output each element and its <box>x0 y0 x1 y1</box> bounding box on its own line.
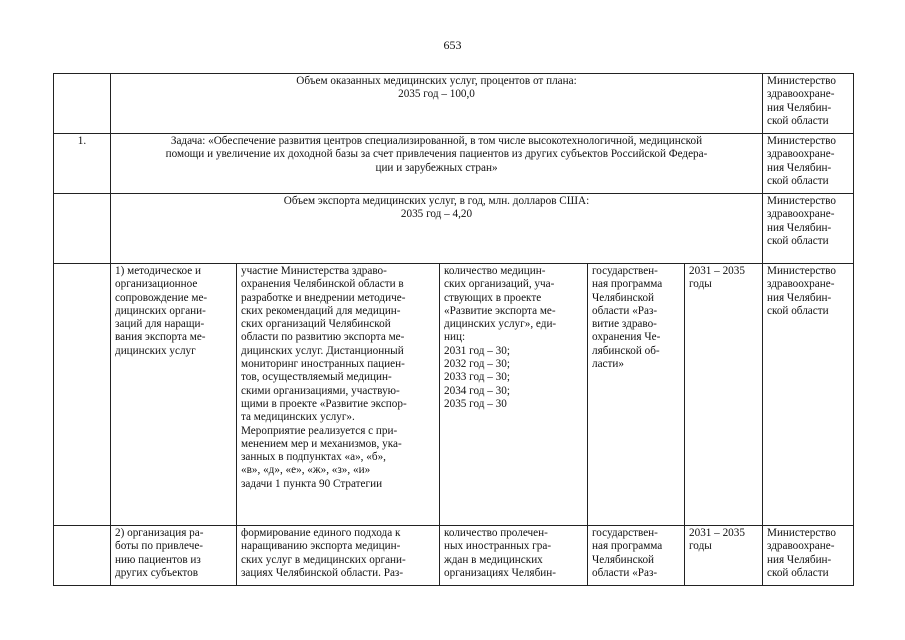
indicator-line: ниц: <box>444 331 466 344</box>
table-row-task-1 <box>54 134 854 194</box>
responsible-cell <box>763 264 854 526</box>
program-line: ная программа <box>592 278 663 291</box>
strategy-table <box>53 73 854 586</box>
program-line: области «Раз- <box>592 304 658 317</box>
responsible-line: Министерство <box>767 195 836 207</box>
description-line: щими в проекте «Развитие экспор- <box>241 397 407 410</box>
responsible-line: ской области <box>767 174 829 187</box>
program-cell <box>588 526 685 586</box>
description-line: ских услуг в медицинских органи- <box>241 553 406 566</box>
measure-line: организационное <box>115 278 198 291</box>
description-line: менением мер и механизмов, ука- <box>241 437 402 450</box>
measure-line: заций для наращи- <box>115 318 205 331</box>
table-row-measure-2 <box>54 526 854 586</box>
responsible-line: ской области <box>767 114 829 127</box>
responsible-cell <box>763 194 854 264</box>
description-line: скими организациями, участвую- <box>241 384 400 397</box>
measure-line: дицинских органи- <box>115 304 206 317</box>
indicator-line: 2031 год – 30; <box>444 344 510 357</box>
indicator-line: 2034 год – 30; <box>444 384 510 397</box>
program-line: государствен- <box>592 265 658 277</box>
responsible-cell <box>763 134 854 194</box>
program-line: ная программа <box>592 540 663 553</box>
measure-line: сопровождение ме- <box>115 291 208 304</box>
program-cell <box>588 264 685 526</box>
responsible-line: ния Челябин- <box>767 101 832 114</box>
responsible-line: Министерство <box>767 75 836 87</box>
task-line: ции и зарубежных стран» <box>375 161 498 174</box>
measure-line: 2) организация ра- <box>115 527 204 539</box>
outcome-indicator-cell <box>111 74 763 134</box>
indicator-line: организациях Челябин- <box>444 566 556 579</box>
indicator-line: количество пролечен- <box>444 527 548 539</box>
responsible-line: ской области <box>767 566 829 579</box>
description-line: та медицинских услуг». <box>241 411 355 424</box>
description-cell <box>237 526 440 586</box>
indicator-line: ждан в медицинских <box>444 553 543 566</box>
description-line: участие Министерства здраво- <box>241 265 387 277</box>
responsible-line: ния Челябин- <box>767 161 832 174</box>
program-line: Челябинской <box>592 291 655 304</box>
description-line: «в», «д», «е», «ж», «з», «и» <box>241 464 371 477</box>
task-line: Задача: «Обеспечение развития центров специализированной, в том числе высокотехнологичной, медицинской <box>170 135 703 147</box>
description-line: мониторинг иностранных пациен- <box>241 358 405 371</box>
description-line: формирование единого подхода к <box>241 527 401 539</box>
description-line: ских организаций Челябинской <box>241 318 391 331</box>
description-line: области по развитию экспорта ме- <box>241 331 405 344</box>
measure-line: 1) методическое и <box>115 265 202 277</box>
task-number-cell: 1. <box>54 134 111 194</box>
responsible-line: здравоохране- <box>767 540 835 553</box>
responsible-line: ния Челябин- <box>767 291 832 304</box>
outcome-line: 2035 год – 100,0 <box>398 88 475 101</box>
measure-line: дицинских услуг <box>115 344 196 357</box>
indicator-line: дицинских услуг», еди- <box>444 318 557 331</box>
task-cell <box>111 134 763 194</box>
indicator-line: «Развитие экспорта ме- <box>444 304 556 317</box>
outcome-line: Объем оказанных медицинских услуг, процентов от плана: <box>296 75 577 87</box>
description-line: дицинских услуг. Дистанционный <box>241 344 404 357</box>
indicator-line: ных иностранных гра- <box>444 540 552 553</box>
responsible-line: здравоохране- <box>767 148 835 161</box>
responsible-line: ния Челябин- <box>767 221 832 234</box>
responsible-cell <box>763 526 854 586</box>
description-line: ских рекомендаций для медицин- <box>241 304 401 317</box>
indicator-line: количество медицин- <box>444 265 546 277</box>
program-line: витие здраво- <box>592 318 657 331</box>
measure-cell <box>111 264 237 526</box>
period-line: 2031 – 2035 <box>689 527 745 539</box>
responsible-line: ния Челябин- <box>767 553 832 566</box>
task-line: помощи и увеличение их доходной базы за счет привлечения пациентов из других субъектов Российской Федера- <box>165 148 708 161</box>
indicator-line: ских организаций, уча- <box>444 278 555 291</box>
indicator-line: ствующих в проекте <box>444 291 542 304</box>
measure-line: нию пациентов из <box>115 553 201 566</box>
program-line: государствен- <box>592 527 658 539</box>
measure-cell <box>111 526 237 586</box>
program-line: Челябинской <box>592 553 655 566</box>
description-line: Мероприятие реализуется с при- <box>241 424 398 437</box>
responsible-line: Министерство <box>767 265 836 277</box>
period-cell <box>685 264 763 526</box>
responsible-line: Министерство <box>767 527 836 539</box>
measure-line: других субъектов <box>115 566 199 579</box>
number-cell <box>54 264 111 526</box>
program-line: охранения Че- <box>592 331 661 344</box>
description-line: разработке и внедрении методиче- <box>241 291 406 304</box>
page-number: 653 <box>443 38 462 52</box>
description-line: занных в подпунктах «а», «б», <box>241 451 386 464</box>
number-cell <box>54 526 111 586</box>
outcome-line: 2035 год – 4,20 <box>400 208 473 221</box>
program-line: ласти» <box>592 358 624 371</box>
table-row-measure-1 <box>54 264 854 526</box>
description-cell <box>237 264 440 526</box>
number-cell <box>54 194 111 264</box>
indicator-line: 2032 год – 30; <box>444 358 510 371</box>
outcome-indicator-cell <box>111 194 763 264</box>
table-row-outcome-1 <box>54 74 854 134</box>
responsible-cell <box>763 74 854 134</box>
period-line: годы <box>689 278 712 291</box>
measure-line: вания экспорта ме- <box>115 331 206 344</box>
responsible-line: здравоохране- <box>767 208 835 221</box>
indicator-line: 2033 год – 30; <box>444 371 510 384</box>
description-line: тов, осуществляемый медицин- <box>241 371 392 384</box>
number-cell <box>54 74 111 134</box>
outcome-line: Объем экспорта медицинских услуг, в год, млн. долларов США: <box>283 195 590 207</box>
period-cell <box>685 526 763 586</box>
program-line: области «Раз- <box>592 566 658 579</box>
responsible-line: Министерство <box>767 135 836 147</box>
responsible-line: ской области <box>767 304 829 317</box>
description-line: наращиванию экспорта медицин- <box>241 540 401 553</box>
indicator-cell <box>440 264 588 526</box>
responsible-line: здравоохране- <box>767 278 835 291</box>
period-line: годы <box>689 540 712 553</box>
table-row-outcome-2 <box>54 194 854 264</box>
period-line: 2031 – 2035 <box>689 265 745 277</box>
responsible-line: ской области <box>767 234 829 247</box>
description-line: зациях Челябинской области. Раз- <box>241 566 404 579</box>
description-line: охранения Челябинской области в <box>241 278 404 291</box>
responsible-line: здравоохране- <box>767 88 835 101</box>
program-line: лябинской об- <box>592 344 660 357</box>
measure-line: боты по привлече- <box>115 540 204 553</box>
description-line: задачи 1 пункта 90 Стратегии <box>241 477 383 490</box>
indicator-cell <box>440 526 588 586</box>
indicator-line: 2035 год – 30 <box>444 397 507 410</box>
